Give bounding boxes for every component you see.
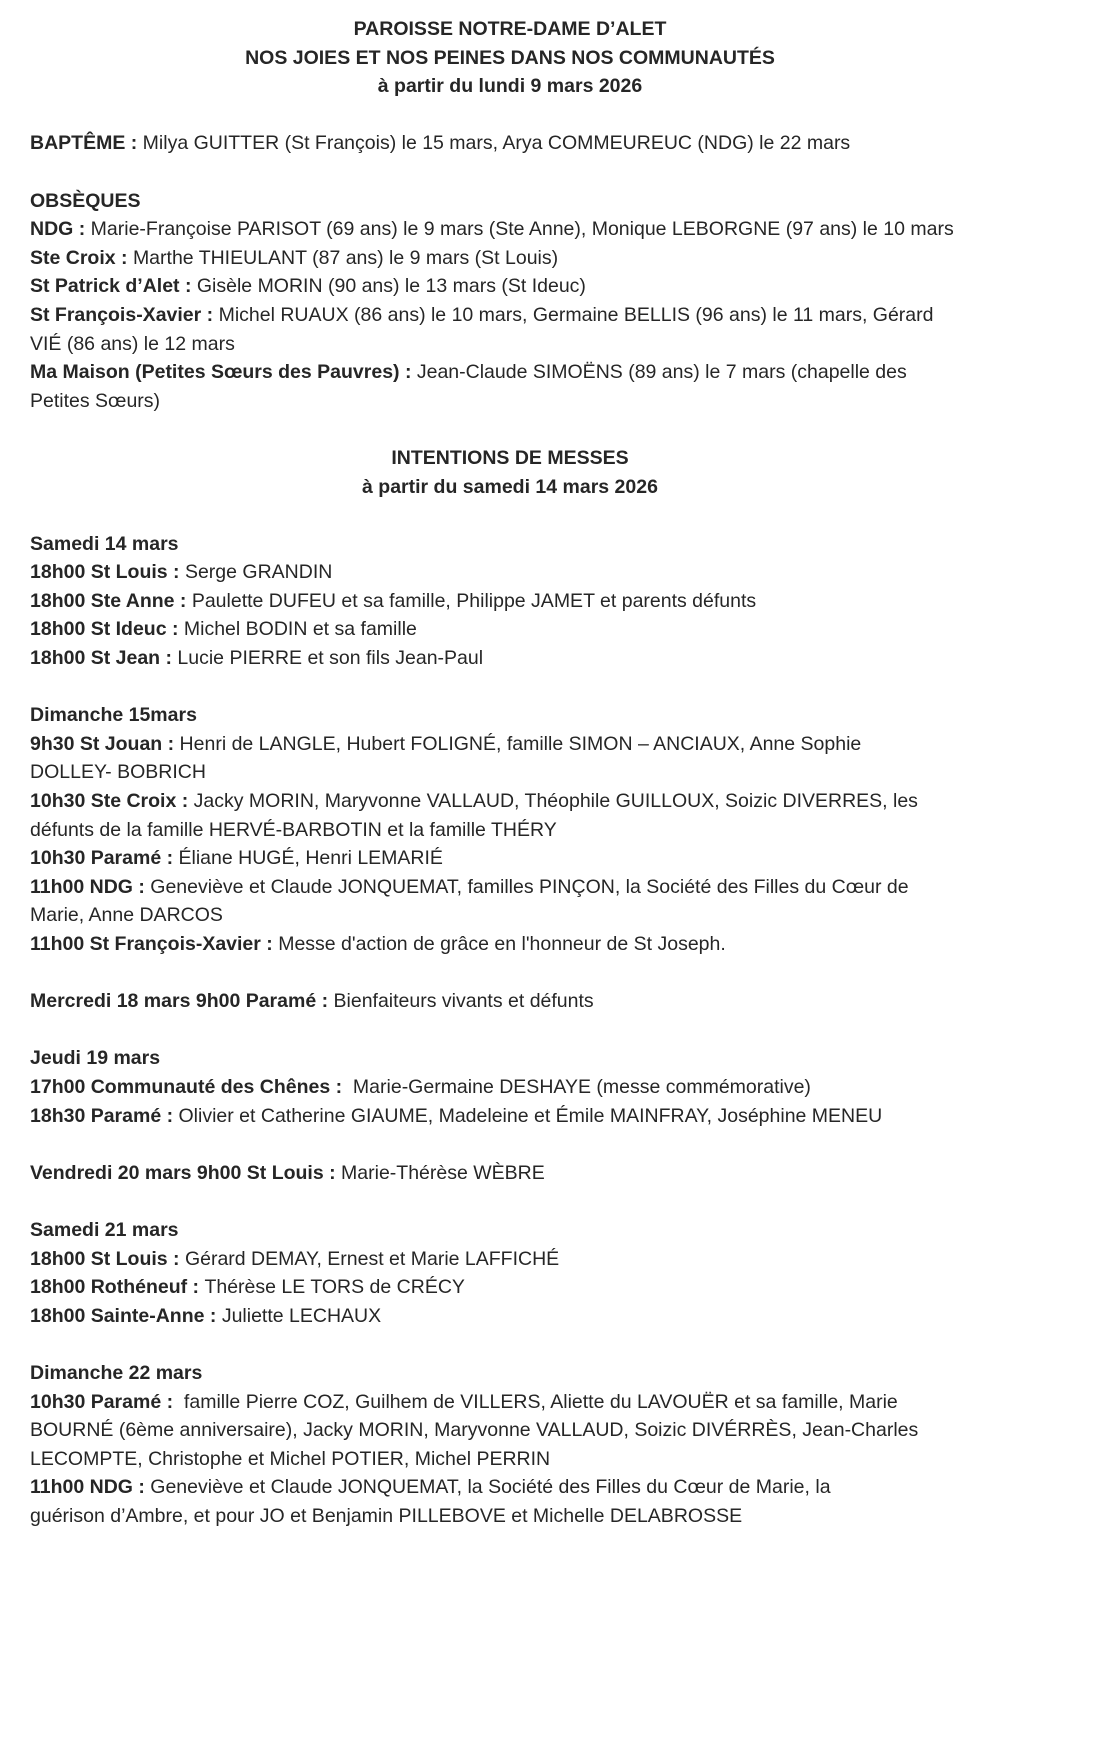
text-line	[30, 730, 990, 759]
section-jeudi-19-mars	[30, 1044, 990, 1130]
text-segment: Éliane HUGÉ, Henri LEMARIÉ	[178, 847, 443, 870]
text-line	[30, 1159, 990, 1188]
text-segment: Geneviève et Claude JONQUEMAT, familles PINÇON, la Société des Filles du Cœur de	[150, 875, 909, 898]
label-segment: 11h00 St François-Xavier :	[30, 933, 279, 955]
text-line	[30, 1445, 990, 1474]
text-line	[30, 301, 990, 330]
text-line	[30, 1073, 990, 1102]
label-segment: 18h00 St Louis :	[30, 561, 185, 584]
label-segment: 9h30 St Jouan :	[30, 732, 180, 755]
text-line	[30, 187, 990, 216]
label-segment: 11h00 NDG :	[30, 1476, 151, 1499]
label-segment: 17h00 Communauté des Chênes :	[30, 1075, 348, 1098]
text-line	[30, 1416, 990, 1445]
text-segment: VIÉ (86 ans) le 12 mars	[30, 332, 235, 355]
label-segment: 10h30 Ste Croix :	[30, 790, 194, 813]
label-segment: Ste Croix :	[30, 246, 133, 269]
label-segment: 18h00 Ste Anne :	[30, 589, 192, 612]
section-mercredi-18-mars	[30, 987, 990, 1016]
text-segment: LECOMPTE, Christophe et Michel POTIER, Michel PERRIN	[30, 1447, 551, 1470]
text-line	[30, 330, 990, 359]
label-segment: 18h30 Paramé :	[30, 1104, 179, 1127]
text-segment: Marie-Germaine DESHAYE (messe commémorative)	[347, 1075, 811, 1098]
label-segment: Vendredi 20 mars 9h00 St Louis :	[30, 1161, 342, 1184]
intentions-header	[30, 444, 990, 501]
text-segment: Gérard DEMAY, Ernest et Marie LAFFICHÉ	[184, 1247, 560, 1270]
text-line	[30, 930, 990, 959]
label-segment: 18h00 Sainte-Anne :	[30, 1304, 222, 1327]
text-line	[30, 644, 990, 673]
label-segment: Samedi 14 mars	[30, 532, 179, 555]
section-samedi-21-mars	[30, 1216, 990, 1330]
section-dimanche-15-mars	[30, 701, 990, 958]
text-segment: Petites Sœurs)	[30, 389, 161, 412]
label-segment: OBSÈQUES	[30, 189, 141, 212]
text-line	[30, 901, 990, 930]
page-title: PAROISSE NOTRE-DAME D’ALET	[353, 18, 667, 40]
text-line	[30, 215, 990, 244]
intentions-date: à partir du samedi 14 mars 2026	[362, 475, 658, 498]
text-segment: Geneviève et Claude JONQUEMAT, la Société des Filles du Cœur de Marie, la	[150, 1476, 831, 1499]
label-segment: St Patrick d’Alet :	[30, 275, 197, 298]
text-segment: BOURNÉ (6ème anniversaire), Jacky MORIN, Maryvonne VALLAUD, Soizic DIVÉRRÈS, Jean-Charles	[30, 1419, 919, 1442]
label-segment: St François-Xavier :	[30, 303, 219, 326]
section-vendredi-20-mars	[30, 1159, 990, 1188]
text-segment: Marie-Thérèse WÈBRE	[341, 1161, 545, 1184]
page-header-date: à partir du lundi 9 mars 2026	[377, 75, 643, 98]
mass-intentions-section	[30, 530, 990, 1531]
text-line	[30, 272, 990, 301]
label-segment: 11h00 NDG :	[30, 875, 151, 898]
label-segment: 10h30 Paramé :	[30, 847, 179, 870]
text-line	[30, 701, 990, 730]
text-segment: Michel RUAUX (86 ans) le 10 mars, Germaine BELLIS (96 ans) le 11 mars, Gérard	[218, 303, 934, 326]
label-segment: BAPTÊME :	[30, 132, 143, 155]
label-segment: Dimanche 22 mars	[30, 1361, 203, 1384]
text-line	[30, 1473, 990, 1502]
text-segment: Serge GRANDIN	[184, 561, 333, 584]
section-obseques	[30, 187, 990, 416]
label-segment: Ma Maison (Petites Sœurs des Pauvres) :	[30, 361, 417, 384]
announcements-section	[30, 129, 990, 415]
text-segment: Juliette LECHAUX	[221, 1304, 382, 1327]
text-line	[30, 558, 990, 587]
text-line	[30, 787, 990, 816]
text-line	[30, 1216, 990, 1245]
text-segment: Marie, Anne DARCOS	[30, 904, 223, 927]
text-line	[30, 530, 990, 559]
text-line	[30, 1245, 990, 1274]
intentions-title: INTENTIONS DE MESSES	[391, 446, 629, 469]
text-line	[30, 1359, 990, 1388]
text-line	[30, 1502, 990, 1531]
text-segment: Gisèle MORIN (90 ans) le 13 mars (St Ideuc)	[196, 275, 586, 298]
text-line	[30, 358, 990, 387]
label-segment: NDG :	[30, 218, 91, 241]
text-line	[30, 1302, 990, 1331]
text-segment: Marie-Françoise PARISOT (69 ans) le 9 mars (Ste Anne), Monique LEBORGNE (97 ans) le 10 mars	[90, 218, 954, 241]
text-line	[30, 1102, 990, 1131]
text-segment: Olivier et Catherine GIAUME, Madeleine et Émile MAINFRAY, Joséphine MENEU	[178, 1104, 883, 1127]
text-line	[30, 758, 990, 787]
text-segment: Paulette DUFEU et sa famille, Philippe JAMET et parents défunts	[191, 589, 757, 612]
text-line	[30, 1388, 990, 1417]
section-samedi-14-mars	[30, 530, 990, 673]
text-line	[30, 816, 990, 845]
text-segment: Marthe THIEULANT (87 ans) le 9 mars (St Louis)	[132, 246, 559, 269]
label-segment: Jeudi 19 mars	[30, 1047, 161, 1070]
text-line	[30, 844, 990, 873]
text-segment: Lucie PIERRE et son fils Jean-Paul	[177, 647, 484, 670]
text-segment: DOLLEY- BOBRICH	[30, 761, 206, 784]
page-header	[30, 15, 990, 101]
text-segment: Thérèse LE TORS de CRÉCY	[204, 1276, 465, 1299]
section-bapteme	[30, 129, 990, 158]
label-segment: 18h00 Rothéneuf :	[30, 1276, 205, 1299]
label-segment: Samedi 21 mars	[30, 1218, 179, 1241]
text-line	[30, 987, 990, 1016]
label-segment: 10h30 Paramé :	[30, 1390, 179, 1413]
text-line	[30, 129, 990, 158]
label-segment: 18h00 St Ideuc :	[30, 618, 184, 641]
text-segment: Bienfaiteurs vivants et défunts	[333, 990, 594, 1013]
text-line	[30, 1273, 990, 1302]
text-segment: défunts de la famille HERVÉ-BARBOTIN et la famille THÉRY	[30, 818, 557, 841]
page-subtitle: NOS JOIES ET NOS PEINES DANS NOS COMMUNAUTÉS	[245, 46, 775, 69]
text-segment: Milya GUITTER (St François) le 15 mars, Arya COMMEUREUC (NDG) le 22 mars	[142, 132, 851, 155]
text-line	[30, 387, 990, 416]
text-segment: Michel BODIN et sa famille	[183, 618, 417, 641]
text-line	[30, 873, 990, 902]
text-segment: guérison d’Ambre, et pour JO et Benjamin PILLEBOVE et Michelle DELABROSSE	[30, 1504, 743, 1527]
text-segment: Henri de LANGLE, Hubert FOLIGNÉ, famille SIMON – ANCIAUX, Anne Sophie	[179, 732, 862, 755]
text-segment: famille Pierre COZ, Guilhem de VILLERS, Aliette du LAVOUËR et sa famille, Marie	[178, 1390, 898, 1413]
text-line	[30, 615, 990, 644]
text-line	[30, 587, 990, 616]
text-line	[30, 244, 990, 273]
text-segment: Jacky MORIN, Maryvonne VALLAUD, Théophile GUILLOUX, Soizic DIVERRES, les	[193, 790, 918, 813]
text-line	[30, 1044, 990, 1073]
text-segment: Jean-Claude SIMOËNS (89 ans) le 7 mars (chapelle des	[416, 361, 907, 384]
label-segment: Mercredi 18 mars 9h00 Paramé :	[30, 990, 334, 1013]
label-segment: Dimanche 15mars	[30, 704, 197, 727]
text-segment: Messe d'action de grâce en l'honneur de St Joseph.	[278, 933, 726, 955]
section-dimanche-22-mars	[30, 1359, 990, 1531]
label-segment: 18h00 St Jean :	[30, 647, 178, 670]
label-segment: 18h00 St Louis :	[30, 1247, 185, 1270]
